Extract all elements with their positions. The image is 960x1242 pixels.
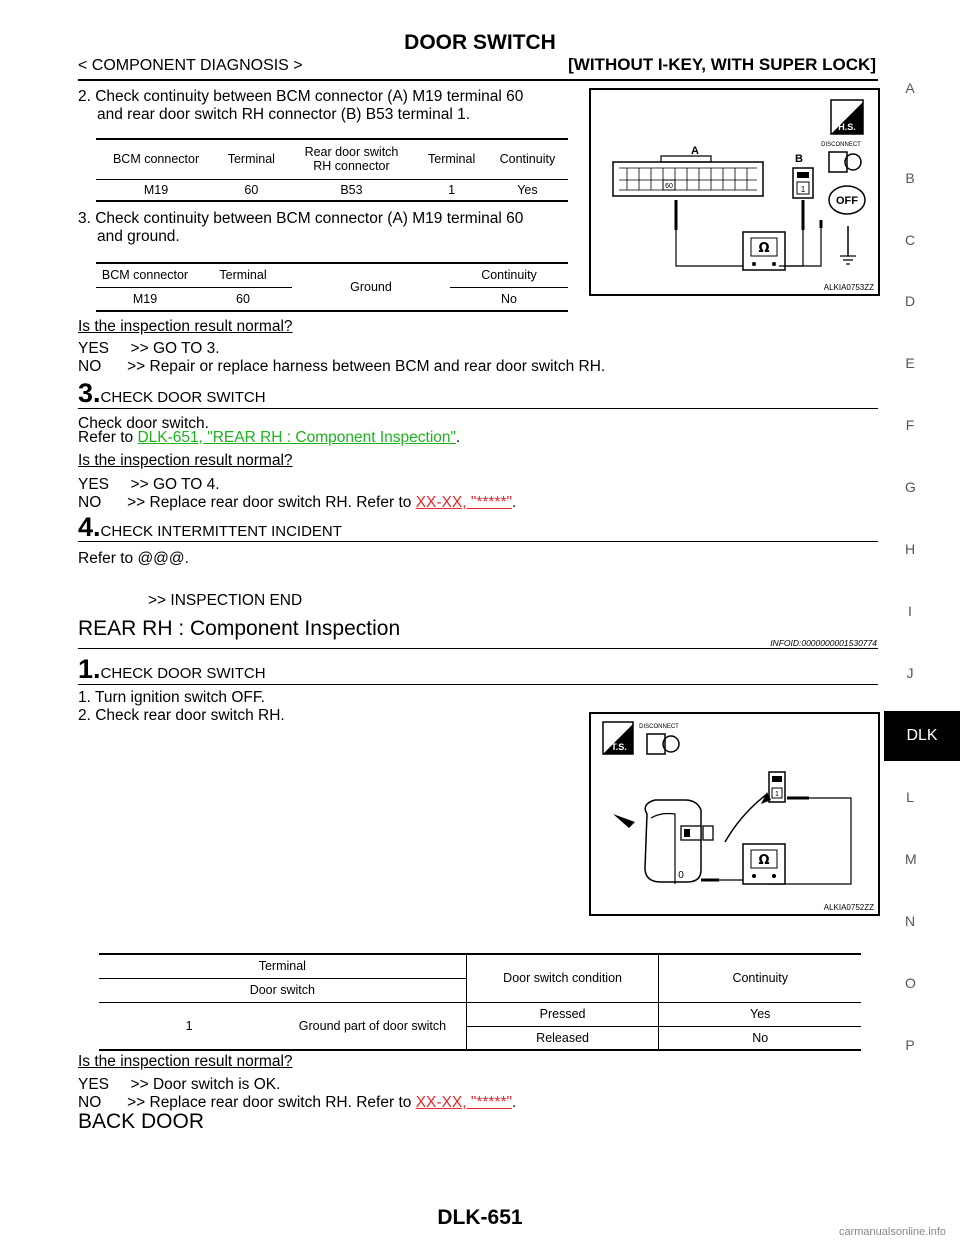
side-index-e[interactable]: E bbox=[905, 355, 915, 371]
step2-item3: 3. Check continuity between BCM connector (A) M19 terminal 60 bbox=[78, 210, 524, 227]
t2-h-terminal: Terminal bbox=[219, 268, 267, 283]
inspection-question: Is the inspection result normal? bbox=[78, 1053, 293, 1070]
header-rule bbox=[78, 79, 878, 81]
inspection-item1: 1. Turn ignition switch OFF. bbox=[78, 689, 265, 706]
page-number: DLK-651 bbox=[437, 1206, 523, 1229]
door-switch-icon bbox=[645, 800, 701, 882]
side-index-o[interactable]: O bbox=[905, 975, 916, 991]
door-switch-diagram bbox=[591, 714, 878, 914]
side-index-f[interactable]: F bbox=[905, 417, 915, 433]
side-index-h[interactable]: H bbox=[905, 541, 916, 557]
step4-line1: Refer to @@@. bbox=[78, 550, 189, 567]
side-index-a[interactable]: A bbox=[905, 80, 915, 96]
connector-b-label: B bbox=[795, 153, 803, 165]
ohm-symbol-2: Ω bbox=[758, 853, 770, 868]
step3-link[interactable]: DLK-651, "REAR RH : Component Inspection" bbox=[137, 429, 457, 446]
ts-text: T.S. bbox=[611, 742, 627, 752]
t1-h-rear-door-line1: Rear door switch bbox=[304, 145, 399, 160]
t1-terminal: 60 bbox=[244, 182, 259, 197]
continuity-table-2 bbox=[96, 262, 568, 312]
figure2-code: ALKIA0752ZZ bbox=[823, 903, 874, 912]
t1-h-continuity: Continuity bbox=[499, 152, 556, 167]
t2-terminal: 60 bbox=[194, 287, 292, 311]
step3-rule bbox=[78, 408, 878, 409]
harness-diagram bbox=[591, 90, 878, 294]
back-door-heading: BACK DOOR bbox=[78, 1110, 205, 1133]
figure1-code: ALKIA0753ZZ bbox=[823, 283, 874, 292]
side-index-c[interactable]: C bbox=[905, 232, 916, 248]
it-cont-released: No bbox=[659, 1026, 861, 1050]
it-terminal: 1 bbox=[99, 1002, 279, 1050]
t1-continuity: Yes bbox=[517, 182, 538, 197]
inspection-rule bbox=[78, 648, 878, 649]
inspection-no-link[interactable]: XX-XX, "*****" bbox=[415, 1094, 512, 1111]
side-index-j[interactable]: J bbox=[906, 665, 914, 681]
step3-refer: Refer to bbox=[78, 429, 138, 446]
it-h-condition: Door switch condition bbox=[466, 954, 659, 1002]
step2-item3-cont: and ground. bbox=[97, 228, 180, 245]
step4-end: >> INSPECTION END bbox=[148, 592, 303, 609]
hs-text: H.S. bbox=[838, 122, 856, 132]
pointer-arrow-icon bbox=[613, 814, 635, 828]
variant-label: [WITHOUT I-KEY, WITH SUPER LOCK] bbox=[568, 55, 876, 74]
connector-a-label: A bbox=[691, 145, 699, 157]
step3-yes: YES >> GO TO 4. bbox=[78, 476, 220, 493]
t1-h-terminal2: Terminal bbox=[428, 152, 476, 167]
it-cond-released: Released bbox=[466, 1026, 659, 1050]
step3-no-line bbox=[78, 493, 516, 512]
step4-rule bbox=[78, 541, 878, 542]
it-cond-pressed: Pressed bbox=[466, 1002, 659, 1026]
t1-h-rear-door-line2: RH connector bbox=[313, 159, 390, 174]
step2-item2-cont: and rear door switch RH connector (B) B53 terminal 1. bbox=[97, 106, 471, 123]
t2-h-continuity: Continuity bbox=[481, 268, 537, 283]
step3-question: Is the inspection result normal? bbox=[78, 452, 293, 469]
step2-item2: 2. Check continuity between BCM connector (A) M19 terminal 60 bbox=[78, 88, 524, 105]
step3-title: CHECK DOOR SWITCH bbox=[100, 389, 266, 406]
pin-1-label: 1 bbox=[800, 185, 806, 194]
inspection-yes: YES >> Door switch is OK. bbox=[78, 1076, 281, 1093]
disconnect-text-2: DISCONNECT bbox=[639, 724, 679, 730]
step3-no-end: . bbox=[511, 494, 517, 511]
inspection-infoid: INFOID:0000000001530774 bbox=[770, 638, 877, 648]
off-text: OFF bbox=[836, 195, 858, 207]
inspection-no: NO >> Replace rear door switch RH. Refer to bbox=[78, 1094, 416, 1111]
figure-door-switch bbox=[589, 712, 880, 916]
pin-60-label: 60 bbox=[665, 183, 673, 190]
step3-heading bbox=[78, 378, 266, 409]
continuity-table-1 bbox=[96, 138, 568, 202]
side-index-i[interactable]: I bbox=[908, 603, 912, 619]
it-h-door-switch: Door switch bbox=[249, 983, 315, 997]
side-index-n[interactable]: N bbox=[905, 913, 916, 929]
watermark: carmanualsonline.info bbox=[838, 1226, 946, 1238]
t1-h-terminal: Terminal bbox=[227, 152, 275, 167]
inspection-step1-rule bbox=[78, 684, 878, 685]
t1-h-bcm: BCM connector bbox=[112, 152, 200, 167]
figure-harness-check bbox=[589, 88, 880, 296]
disconnect-text-1: DISCONNECT bbox=[821, 142, 861, 148]
inspection-step1-number: 1. bbox=[78, 654, 101, 684]
it-ground: Ground part of door switch bbox=[279, 1002, 466, 1050]
side-index-g[interactable]: G bbox=[905, 479, 916, 495]
step3-refer-line bbox=[78, 428, 460, 447]
step4-heading bbox=[78, 512, 342, 543]
step2-no: NO >> Repair or replace harness between BCM and rear door switch RH. bbox=[78, 358, 606, 375]
inspection-item2: 2. Check rear door switch RH. bbox=[78, 707, 285, 724]
t2-h-bcm: BCM connector bbox=[101, 268, 189, 283]
side-index-p[interactable]: P bbox=[905, 1037, 915, 1053]
inspection-table bbox=[99, 953, 861, 1051]
step3-no: NO >> Replace rear door switch RH. Refer to bbox=[78, 494, 416, 511]
side-index-m[interactable]: M bbox=[905, 851, 917, 867]
connector-a-icon bbox=[613, 162, 763, 196]
svg-text:0: 0 bbox=[678, 870, 684, 881]
inspection-step1-title: CHECK DOOR SWITCH bbox=[100, 665, 266, 682]
step4-number: 4. bbox=[78, 512, 101, 542]
t2-continuity: No bbox=[450, 287, 568, 311]
step4-title: CHECK INTERMITTENT INCIDENT bbox=[100, 523, 342, 540]
step3-no-link[interactable]: XX-XX, "*****" bbox=[415, 494, 512, 511]
ground-icon bbox=[840, 256, 856, 264]
inspection-title: REAR RH : Component Inspection bbox=[78, 617, 401, 640]
step3-period: . bbox=[456, 429, 461, 446]
section-label: < COMPONENT DIAGNOSIS > bbox=[78, 57, 303, 74]
step3-number: 3. bbox=[78, 378, 101, 408]
it-cont-pressed: Yes bbox=[659, 1002, 861, 1026]
inspection-step1-heading bbox=[78, 654, 266, 685]
side-index-l[interactable]: L bbox=[906, 789, 914, 805]
it-h-continuity: Continuity bbox=[732, 971, 789, 986]
step3-line1: Check door switch. bbox=[78, 415, 209, 432]
step2-question: Is the inspection result normal? bbox=[78, 318, 293, 335]
inspection-no-end: . bbox=[511, 1094, 517, 1111]
t1-h-rear-door bbox=[287, 139, 417, 179]
t1-rear-connector: B53 bbox=[340, 182, 363, 197]
side-index-b[interactable]: B bbox=[905, 170, 915, 186]
side-index-dlk-tab[interactable]: DLK bbox=[884, 711, 960, 761]
t1-terminal2: 1 bbox=[448, 182, 456, 197]
side-index-d[interactable]: D bbox=[905, 293, 916, 309]
switch-pin-label: 1 bbox=[775, 791, 779, 798]
t2-ground: Ground bbox=[292, 263, 450, 311]
step2-yes: YES >> GO TO 3. bbox=[78, 340, 220, 357]
t1-bcm: M19 bbox=[143, 182, 169, 197]
ohm-symbol: Ω bbox=[758, 241, 770, 256]
page-title: DOOR SWITCH bbox=[404, 31, 556, 54]
it-h-terminal: Terminal bbox=[99, 954, 466, 978]
t2-bcm: M19 bbox=[96, 287, 194, 311]
